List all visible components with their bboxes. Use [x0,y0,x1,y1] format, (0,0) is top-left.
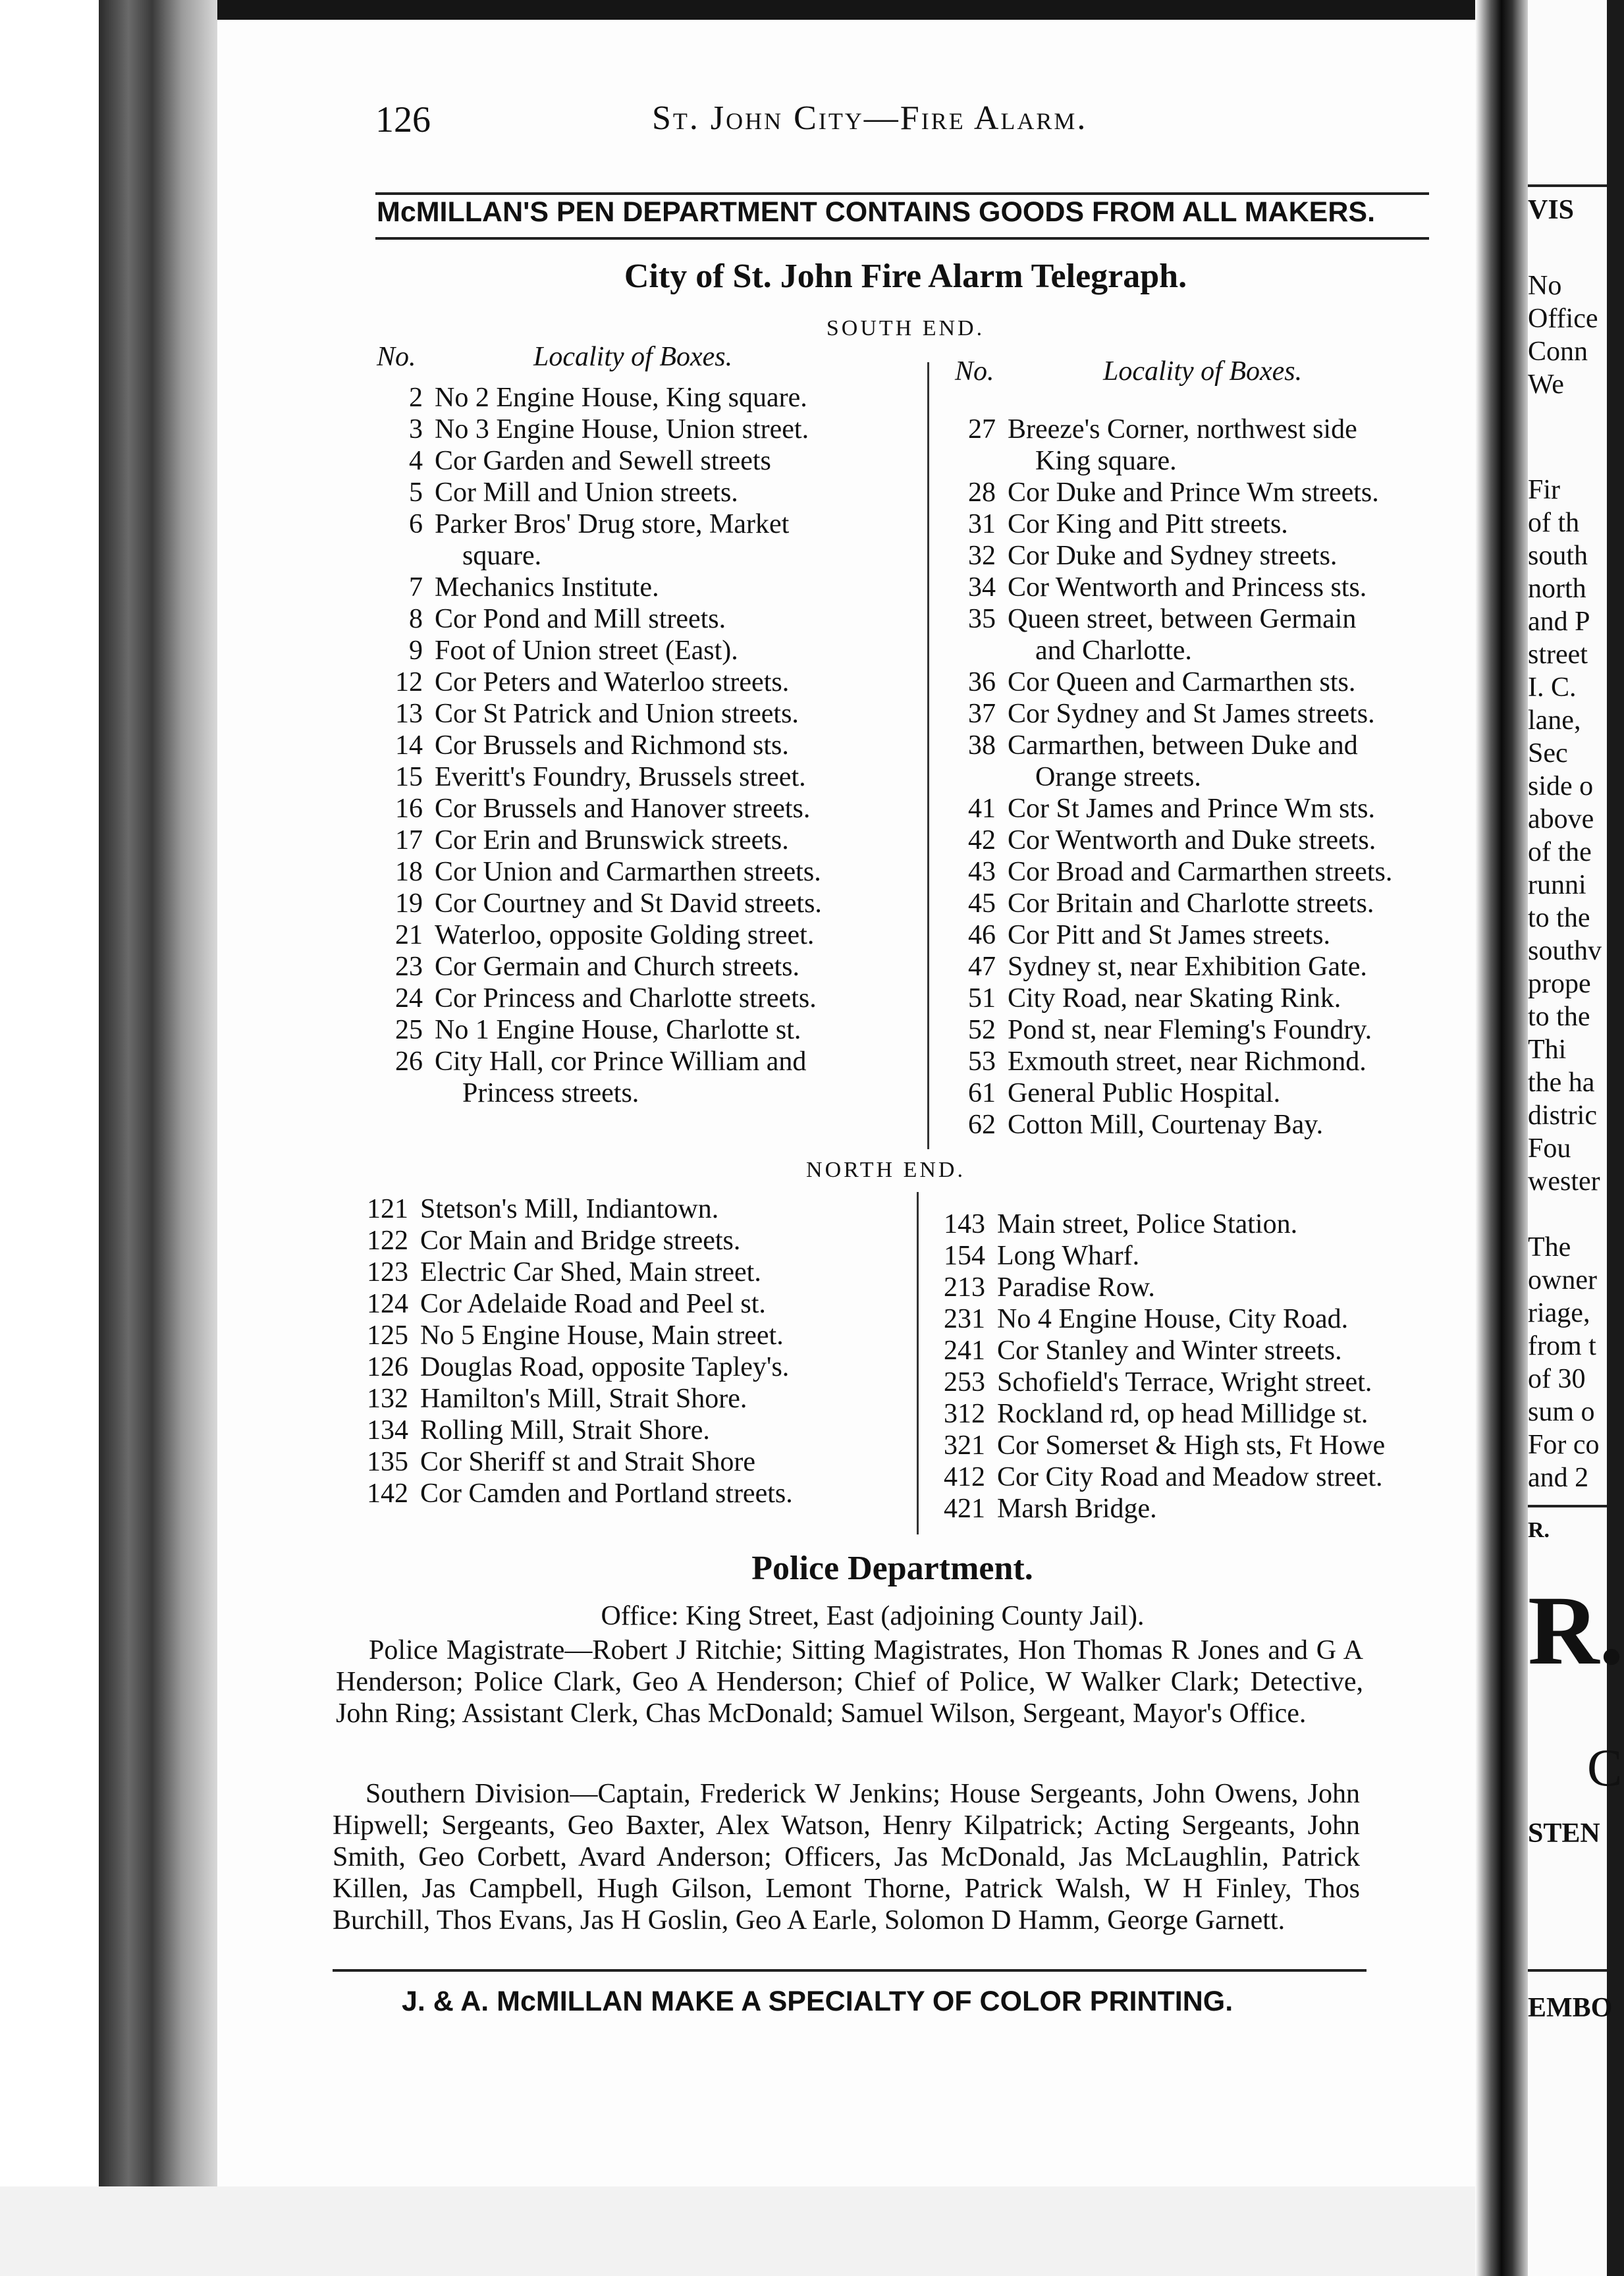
box-locality: Cor Duke and Prince Wm streets. [1008,477,1379,508]
box-number: 52 [968,1015,996,1045]
alarm-box-entry [364,919,910,951]
adjacent-line: of th [1528,508,1580,538]
box-number: 134 [367,1415,408,1446]
scan-top-edge [0,0,1607,20]
adjacent-line: runni [1528,870,1586,900]
alarm-box-entry [349,1257,902,1288]
adjacent-line: distric [1528,1100,1597,1131]
box-locality: Cor Duke and Sydney streets. [1008,541,1338,571]
adjacent-line: VIS [1528,195,1575,225]
box-locality: Cor Britain and Charlotte streets. [1008,888,1374,919]
box-locality: Cor Main and Bridge streets. [420,1226,741,1256]
box-locality: Cor Pitt and St James streets. [1008,920,1330,950]
adjacent-line: street [1528,639,1588,670]
south-end-right-list [936,414,1450,1141]
scan-left-margin [0,0,99,2276]
box-number: 13 [395,699,423,729]
south-end-column-divider [927,362,929,1149]
box-number: 132 [367,1384,408,1414]
adjacent-line: above [1528,804,1594,834]
alarm-box-entry [936,477,1450,508]
box-locality: Queen street, between Germain [1008,604,1357,634]
box-number: 46 [968,920,996,950]
box-locality: No 5 Engine House, Main street. [420,1320,784,1351]
adjacent-line: We [1528,369,1564,400]
north-end-right-list [926,1208,1453,1525]
bottom-advertisement-banner: J. & A. McMILLAN MAKE A SPECIALTY OF COLOR PRINTING. [402,1986,1233,2017]
box-number: 312 [944,1399,985,1429]
running-title: St. John City—Fire Alarm. [652,99,1088,137]
adjacent-line: owner [1528,1265,1597,1295]
alarm-box-entry [349,1415,902,1446]
alarm-box-entry [364,888,910,919]
box-locality: Parker Bros' Drug store, Market [435,509,790,539]
running-head [217,99,1475,151]
box-locality: Cor Garden and Sewell streets [435,446,771,476]
box-number: 16 [395,794,423,824]
box-number: 4 [409,446,423,476]
alarm-box-entry [926,1367,1453,1398]
adjacent-line: I. C. [1528,672,1577,703]
box-number: 8 [409,604,423,634]
southern-division-text: Southern Division—Captain, Frederick W Jenkins; House Sergeants, John Owens, John Hipwell; Sergeants, Geo Baxter, Alex Watson, Henry Kilpatrick; Acting Sergeants, John Smith, Geo Corbett, Avard Anderson; Officers, Jas McDonald, Jas McLaughlin, Patrick Killen, Jas Campbell, Hugh Gilson, Lemont Thorne, Patrick Walsh, W H Finley, Thos Burchill, Thos Evans, Jas H Goslin, Geo A Earle, Solomon D Hamm, George Garnett. [333,1779,1360,1936]
box-locality: Everitt's Foundry, Brussels street. [435,762,806,792]
box-number: 7 [409,572,423,603]
alarm-box-entry [364,983,910,1014]
box-number: 32 [968,541,996,571]
adjacent-line: southv [1528,936,1602,966]
adjacent-line: Fou [1528,1133,1571,1164]
box-locality: Cor Erin and Brunswick streets. [435,825,789,855]
box-number: 2 [409,383,423,413]
alarm-box-entry [926,1303,1453,1335]
adjacent-rule [1528,1505,1607,1507]
box-number: 12 [395,667,423,697]
box-locality: Foot of Union street (East). [435,636,738,666]
alarm-box-entry [936,572,1450,603]
box-locality: Cor Sydney and St James streets. [1008,699,1375,729]
alarm-box-entry [936,825,1450,856]
alarm-box-entry [926,1398,1453,1430]
adjacent-line: For co [1528,1430,1600,1460]
alarm-box-entry [364,825,910,856]
box-locality: Cor Wentworth and Duke streets. [1008,825,1376,855]
box-locality: Cor Adelaide Road and Peel st. [420,1289,766,1319]
column-header-locality: Locality of Boxes. [533,342,733,372]
alarm-box-entry [936,666,1450,698]
north-end-left-list [349,1193,902,1509]
adjacent-line: and 2 [1528,1463,1589,1493]
box-locality: City Hall, cor Prince William and [435,1046,807,1077]
box-locality: Cor Brussels and Richmond sts. [435,730,789,761]
box-number: 37 [968,699,996,729]
adjacent-line: sum o [1528,1397,1595,1427]
box-locality-continued: Princess streets. [462,1078,639,1108]
adjacent-page-fragment [1528,0,1624,2276]
adjacent-line: The [1528,1232,1571,1262]
box-locality: Marsh Bridge. [997,1494,1157,1524]
alarm-box-entry [364,1046,910,1109]
box-locality: Cor Pond and Mill streets. [435,604,726,634]
box-number: 61 [968,1078,996,1108]
box-number: 41 [968,794,996,824]
adjacent-line: R. [1528,1518,1550,1542]
alarm-box-entry [926,1335,1453,1367]
box-locality: Pond st, near Fleming's Foundry. [1008,1015,1372,1045]
book-gutter [1475,0,1528,2276]
alarm-box-entry [936,856,1450,888]
adjacent-rule [1528,184,1607,187]
box-number: 121 [367,1194,408,1224]
police-department-title: Police Department. [751,1550,1033,1587]
alarm-box-entry [926,1208,1453,1240]
box-locality: Cor Princess and Charlotte streets. [435,983,817,1014]
adjacent-line: Office [1528,304,1598,334]
top-rule [375,192,1429,195]
box-number: 23 [395,952,423,982]
alarm-box-entry [936,888,1450,919]
box-locality: Cor Queen and Carmarthen sts. [1008,667,1356,697]
box-locality: Sydney st, near Exhibition Gate. [1008,952,1367,982]
box-number: 53 [968,1046,996,1077]
alarm-box-entry [364,951,910,983]
box-locality: Breeze's Corner, northwest side [1008,414,1357,445]
adjacent-line: side o [1528,771,1594,801]
box-locality: No 4 Engine House, City Road. [997,1304,1349,1334]
alarm-box-entry [349,1320,902,1351]
alarm-box-entry [349,1193,902,1225]
box-number: 126 [367,1352,408,1382]
box-number: 43 [968,857,996,887]
adjacent-line: to the [1528,1002,1590,1032]
box-locality: Cor Wentworth and Princess sts. [1008,572,1367,603]
box-locality: Hamilton's Mill, Strait Shore. [420,1384,747,1414]
alarm-box-entry [364,666,910,698]
box-number: 143 [944,1209,985,1239]
box-number: 154 [944,1241,985,1271]
box-locality: Cor Camden and Portland streets. [420,1478,793,1509]
box-number: 321 [944,1430,985,1461]
adjacent-rule [1528,1969,1607,1972]
north-end-column-divider [917,1192,919,1534]
directory-page [217,20,1475,2186]
box-number: 28 [968,477,996,508]
column-header-locality: Locality of Boxes. [1103,356,1303,387]
alarm-box-entry [926,1240,1453,1272]
box-number: 36 [968,667,996,697]
box-number: 412 [944,1462,985,1492]
box-number: 45 [968,888,996,919]
box-locality: Cor Mill and Union streets. [435,477,738,508]
box-locality: Cor Broad and Carmarthen streets. [1008,857,1393,887]
box-locality-continued: Orange streets. [1035,762,1201,792]
box-number: 5 [409,477,423,508]
box-locality: Paradise Row. [997,1272,1155,1303]
adjacent-line: of 30 [1528,1364,1586,1394]
box-number: 26 [395,1046,423,1077]
alarm-box-entry [936,1014,1450,1046]
box-number: 62 [968,1110,996,1140]
alarm-box-entry [936,1077,1450,1109]
box-number: 14 [395,730,423,761]
alarm-box-entry [926,1461,1453,1493]
book-spine [99,0,217,2276]
box-locality: Cor King and Pitt streets. [1008,509,1288,539]
adjacent-line: south [1528,541,1588,571]
adjacent-line: Thi [1528,1035,1567,1065]
box-number: 142 [367,1478,408,1509]
box-locality: Mechanics Institute. [435,572,659,603]
box-locality: Cor St Patrick and Union streets. [435,699,799,729]
box-locality: General Public Hospital. [1008,1078,1281,1108]
box-locality: Cor Peters and Waterloo streets. [435,667,790,697]
box-number: 42 [968,825,996,855]
alarm-box-entry [936,1109,1450,1141]
alarm-box-entry [936,983,1450,1014]
box-locality: Cor Brussels and Hanover streets. [435,794,811,824]
box-number: 25 [395,1015,423,1045]
adjacent-line: prope [1528,969,1591,999]
alarm-box-entry [364,856,910,888]
box-locality-continued: King square. [1035,446,1177,476]
box-locality: Cor Somerset & High sts, Ft Howe [997,1430,1386,1461]
box-locality: Long Wharf. [997,1241,1140,1271]
box-locality: Rockland rd, op head Millidge st. [997,1399,1368,1429]
alarm-box-entry [364,698,910,730]
box-number: 21 [395,920,423,950]
alarm-box-entry [936,1046,1450,1077]
box-number: 18 [395,857,423,887]
police-officers-paragraph [336,1635,1363,1729]
alarm-box-entry [364,382,910,414]
alarm-box-entry [364,1014,910,1046]
box-number: 421 [944,1494,985,1524]
bottom-rule [333,1969,1367,1972]
box-number: 6 [409,509,423,539]
box-number: 253 [944,1367,985,1397]
box-locality: Cor Union and Carmarthen streets. [435,857,821,887]
box-number: 27 [968,414,996,445]
page-number: 126 [375,99,431,140]
alarm-box-entry [936,698,1450,730]
box-number: 15 [395,762,423,792]
box-number: 31 [968,509,996,539]
adjacent-line: Fir [1528,475,1561,505]
box-locality: Electric Car Shed, Main street. [420,1257,761,1287]
box-locality: Cor City Road and Meadow street. [997,1462,1383,1492]
alarm-box-entry [349,1446,902,1478]
box-locality: City Road, near Skating Rink. [1008,983,1341,1014]
police-office-line: Office: King Street, East (adjoining County Jail). [601,1601,1145,1631]
adjacent-line: north [1528,574,1586,604]
alarm-box-entry [349,1288,902,1320]
adjacent-line: STEN [1528,1818,1600,1849]
alarm-box-entry [936,603,1450,666]
box-locality: Rolling Mill, Strait Shore. [420,1415,710,1446]
alarm-box-entry [926,1493,1453,1525]
box-number: 24 [395,983,423,1014]
adjacent-line-large: R. [1528,1576,1624,1685]
box-number: 38 [968,730,996,761]
box-number: 34 [968,572,996,603]
box-number: 123 [367,1257,408,1287]
alarm-box-entry [364,572,910,603]
box-number: 135 [367,1447,408,1477]
alarm-box-entry [364,445,910,477]
alarm-box-entry [926,1272,1453,1303]
alarm-box-entry [349,1351,902,1383]
box-locality: Waterloo, opposite Golding street. [435,920,815,950]
north-end-heading: NORTH END. [806,1158,965,1182]
adjacent-line: No [1528,271,1562,301]
box-number: 47 [968,952,996,982]
alarm-box-entry [364,793,910,825]
adjacent-line: EMBO [1528,1993,1613,2023]
adjacent-line: Sec [1528,738,1568,769]
box-locality-continued: and Charlotte. [1035,636,1192,666]
alarm-box-entry [364,730,910,761]
alarm-box-entry [936,414,1450,477]
south-end-left-list [364,382,910,1109]
box-locality: Cor Stanley and Winter streets. [997,1336,1342,1366]
adjacent-line: riage, [1528,1298,1590,1328]
box-number: 124 [367,1289,408,1319]
box-locality: Cor Sheriff st and Strait Shore [420,1447,756,1477]
box-number: 17 [395,825,423,855]
adjacent-line: C [1587,1739,1623,1797]
box-number: 51 [968,983,996,1014]
alarm-box-entry [364,477,910,508]
top-advertisement-banner: McMILLAN'S PEN DEPARTMENT CONTAINS GOODS FROM ALL MAKERS. [377,196,1376,228]
box-number: 241 [944,1336,985,1366]
box-locality: No 1 Engine House, Charlotte st. [435,1015,801,1045]
scan-bottom-edge [0,2186,1607,2276]
south-end-heading: SOUTH END. [826,316,985,340]
box-number: 3 [409,414,423,445]
box-locality: Cotton Mill, Courtenay Bay. [1008,1110,1324,1140]
box-number: 122 [367,1226,408,1256]
box-number: 19 [395,888,423,919]
box-number: 213 [944,1272,985,1303]
column-header-no: No. [377,342,416,372]
alarm-box-entry [349,1225,902,1257]
box-locality: Douglas Road, opposite Tapley's. [420,1352,790,1382]
box-locality: Schofield's Terrace, Wright street. [997,1367,1372,1397]
adjacent-line: and P [1528,607,1590,637]
box-locality: Main street, Police Station. [997,1209,1298,1239]
box-locality: Cor Courtney and St David streets. [435,888,822,919]
alarm-box-entry [364,414,910,445]
box-locality: Carmarthen, between Duke and [1008,730,1358,761]
box-locality: Stetson's Mill, Indiantown. [420,1194,719,1224]
alarm-box-entry [936,793,1450,825]
alarm-box-entry [936,508,1450,540]
alarm-box-entry [364,508,910,572]
adjacent-line: from t [1528,1331,1596,1361]
alarm-box-entry [936,919,1450,951]
box-locality: No 2 Engine House, King square. [435,383,807,413]
box-number: 231 [944,1304,985,1334]
alarm-box-entry [364,603,910,635]
box-locality: No 3 Engine House, Union street. [435,414,809,445]
alarm-box-entry [364,635,910,666]
fire-alarm-title: City of St. John Fire Alarm Telegraph. [624,257,1187,295]
alarm-box-entry [349,1383,902,1415]
police-officers-text: Police Magistrate—Robert J Ritchie; Sitting Magistrates, Hon Thomas R Jones and G A Henderson; Police Clark, Geo A Henderson; Chief of Police, W Walker Clark; Detective, John Ring; Assistant Clerk, Chas McDonald; Samuel Wilson, Sergeant, Mayor's Office. [336,1635,1363,1729]
box-number: 9 [409,636,423,666]
alarm-box-entry [349,1478,902,1509]
box-locality: Exmouth street, near Richmond. [1008,1046,1367,1077]
column-header-no: No. [955,356,994,387]
alarm-box-entry [936,540,1450,572]
alarm-box-entry [936,951,1450,983]
adjacent-line: Conn [1528,337,1588,367]
adjacent-line: lane, [1528,705,1581,736]
alarm-box-entry [936,730,1450,793]
adjacent-line: the ha [1528,1068,1595,1098]
adjacent-line: wester [1528,1166,1600,1197]
box-locality: Cor St James and Prince Wm sts. [1008,794,1376,824]
banner-rule [375,237,1429,240]
alarm-box-entry [364,761,910,793]
adjacent-line: to the [1528,903,1590,933]
adjacent-line: of the [1528,837,1592,867]
box-number: 125 [367,1320,408,1351]
alarm-box-entry [926,1430,1453,1461]
southern-division-paragraph [333,1778,1360,1936]
box-locality-continued: square. [462,541,542,571]
box-number: 35 [968,604,996,634]
box-locality: Cor Germain and Church streets. [435,952,800,982]
